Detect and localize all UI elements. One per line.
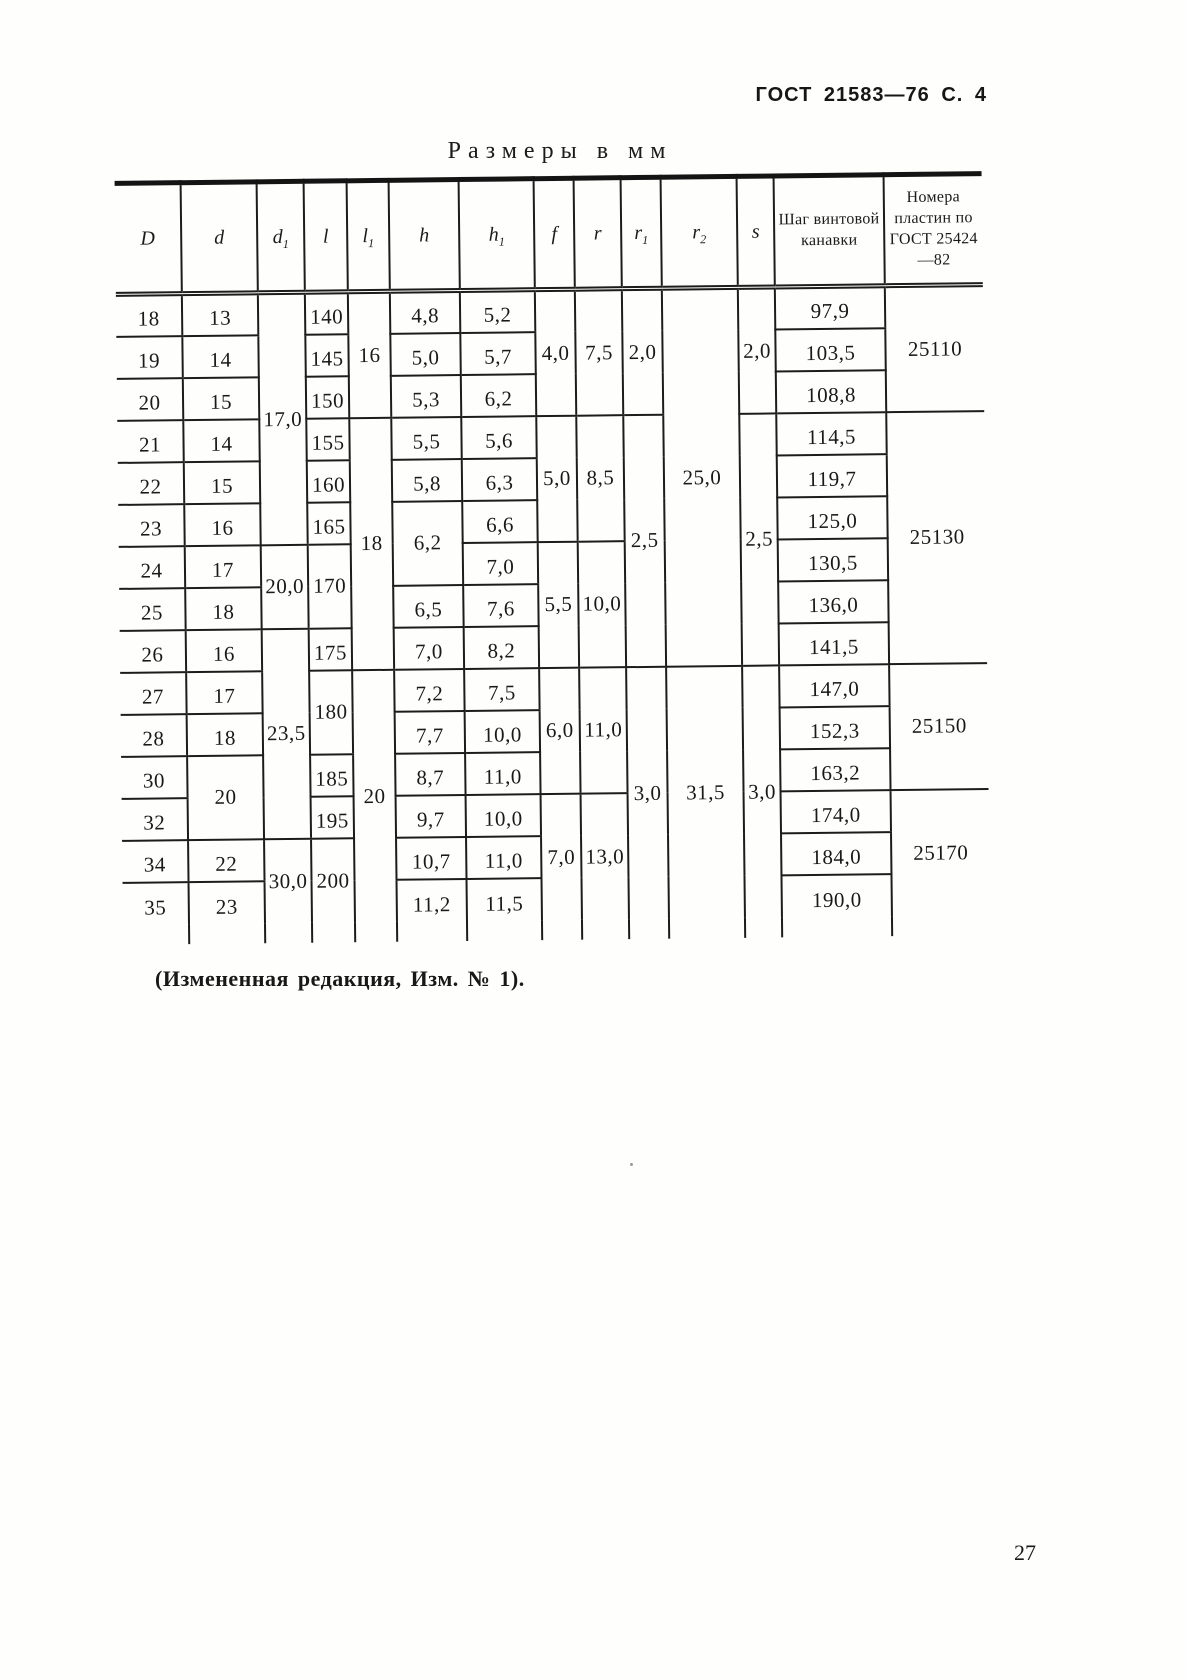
table-cell: 147,0 xyxy=(779,664,889,707)
table-cell: 24 xyxy=(119,546,185,589)
table-header-cell: $d_1$ xyxy=(257,181,305,293)
table-header-cell: s xyxy=(737,176,775,287)
table-cell: 25150 xyxy=(889,663,988,790)
table-cell: 17 xyxy=(186,671,262,714)
table-cell: 20,0 xyxy=(261,544,309,629)
table-header-cell: d xyxy=(181,182,258,294)
table-header-cell: h xyxy=(389,180,460,292)
table-rule-extension-cell xyxy=(629,918,669,938)
table-header-cell: D xyxy=(115,183,182,295)
table-container xyxy=(115,171,991,944)
table-cell: 23,5 xyxy=(262,628,311,839)
table-rule-extension-cell xyxy=(745,917,782,937)
table-cell: 8,7 xyxy=(395,752,465,795)
table-cell: 30,0 xyxy=(264,838,312,923)
table-cell: 160 xyxy=(307,460,350,502)
table-header-cell: $h_1$ xyxy=(459,179,535,291)
table-cell: 5,5 xyxy=(391,417,461,460)
table-cell: 11,2 xyxy=(397,878,467,921)
table-cell: 7,5 xyxy=(575,289,623,416)
table-cell: 25 xyxy=(119,588,185,631)
table-cell: 11,0 xyxy=(465,752,540,795)
table-cell: 125,0 xyxy=(777,496,887,539)
table-cell: 6,0 xyxy=(539,667,580,793)
table-cell: 145 xyxy=(305,334,348,376)
table-cell: 5,8 xyxy=(392,459,462,502)
table-cell: 180 xyxy=(309,670,353,754)
table-cell: 3,0 xyxy=(742,665,782,917)
table-cell: 16 xyxy=(186,629,262,672)
table-cell: 7,0 xyxy=(463,542,538,585)
table-cell: 7,6 xyxy=(463,584,538,627)
table-cell: 2,0 xyxy=(622,288,663,414)
table-cell: 18 xyxy=(116,294,182,337)
table-cell: 11,0 xyxy=(466,836,541,879)
table-cell: 6,2 xyxy=(461,374,536,417)
table-cell: 185 xyxy=(310,754,353,796)
table-header-cell: $r_2$ xyxy=(661,176,738,288)
table-cell: 6,2 xyxy=(392,501,463,586)
table-cell: 5,0 xyxy=(536,415,577,541)
table-cell: 10,0 xyxy=(465,710,540,753)
table-cell: 3,0 xyxy=(626,666,669,918)
table-cell: 5,7 xyxy=(460,332,535,375)
footnote-text: (Измененная редакция, Изм. № 1). xyxy=(155,966,525,991)
table-cell: 14 xyxy=(182,335,258,378)
table-cell: 2,5 xyxy=(739,413,779,665)
table-cell: 8,2 xyxy=(464,626,539,669)
table-rule-extension-cell xyxy=(397,920,467,941)
table-header-cell: r xyxy=(574,178,622,290)
table-header xyxy=(115,174,983,295)
table-cell: 17 xyxy=(185,545,261,588)
table-header-cell: $r_1$ xyxy=(621,177,662,288)
table-cell: 20 xyxy=(117,378,183,421)
table-cell: 2,5 xyxy=(623,414,666,666)
table-cell: 14 xyxy=(183,419,259,462)
table-cell: 25170 xyxy=(891,789,990,916)
table-cell: 163,2 xyxy=(780,748,890,791)
table-rule-extension-cell xyxy=(582,919,629,940)
table-cell: 103,5 xyxy=(775,328,885,371)
table-rule-extension-cell xyxy=(123,924,189,945)
table-rule-extension-cell xyxy=(669,917,745,938)
table-cell: 27 xyxy=(120,672,186,715)
table-cell: 195 xyxy=(311,796,354,838)
table-body xyxy=(116,285,990,945)
table-cell: 7,7 xyxy=(395,711,465,754)
table-cell: 7,2 xyxy=(394,669,464,712)
table-cell: 200 xyxy=(311,838,355,922)
table-cell: 18 xyxy=(185,587,261,630)
table-cell: 5,0 xyxy=(390,333,460,376)
table-cell: 130,5 xyxy=(778,538,888,581)
table-cell: 184,0 xyxy=(781,832,891,875)
table-rule-extension-cell xyxy=(189,923,265,944)
table-cell: 15 xyxy=(183,377,259,420)
table-cell: 174,0 xyxy=(781,790,891,833)
table-cell: 16 xyxy=(348,291,391,417)
table-cell: 31,5 xyxy=(666,665,745,918)
table-header-cell: Номера пластин по ГОСТ 25424—82 xyxy=(884,174,983,286)
table-cell: 2,0 xyxy=(738,287,776,413)
table-cell: 17,0 xyxy=(258,292,308,545)
table-cell: 11,0 xyxy=(579,667,627,794)
table-cell: 141,5 xyxy=(779,622,889,665)
table-cell: 23 xyxy=(118,504,184,547)
table-cell: 6,5 xyxy=(393,585,463,628)
table-cell: 30 xyxy=(121,756,187,799)
table-cell: 23 xyxy=(189,881,265,924)
table-cell: 21 xyxy=(117,420,183,463)
table-rule-extension-cell xyxy=(265,922,312,943)
table-cell: 11,5 xyxy=(466,878,541,921)
table-cell: 18 xyxy=(349,417,394,669)
table-cell: 35 xyxy=(144,894,167,920)
table-cell: 6,6 xyxy=(462,500,537,543)
table-cell: 170 xyxy=(308,544,352,628)
table-cell: 19 xyxy=(116,336,182,379)
table-cell: 13,0 xyxy=(581,793,629,920)
table-cell: 140 xyxy=(305,292,348,334)
table-cell: 8,5 xyxy=(576,415,624,542)
table-cell: 136,0 xyxy=(778,580,888,623)
table-rule-extension-cell xyxy=(467,920,542,941)
table-cell: 152,3 xyxy=(780,706,890,749)
table-cell: 6,3 xyxy=(462,458,537,501)
table-cell: 28 xyxy=(121,714,187,757)
table-rule-extension-cell xyxy=(542,919,582,939)
table-rule-extension-cell xyxy=(782,916,892,937)
table-cell: 13 xyxy=(182,293,258,336)
table-cell: 7,5 xyxy=(464,668,539,711)
table-cell: 4,0 xyxy=(535,289,576,415)
table-cell: 10,7 xyxy=(396,836,466,879)
table-cell: 114,5 xyxy=(776,412,886,455)
table-cell: 97,9 xyxy=(775,286,885,329)
table-cell: 175 xyxy=(309,628,352,670)
table-cell: 9,7 xyxy=(396,794,466,837)
table-cell: 119,7 xyxy=(777,454,887,497)
scan-dot-artifact xyxy=(630,1163,633,1166)
table-header-cell: f xyxy=(534,178,575,289)
table-cell: 20 xyxy=(187,755,264,840)
dimensions-table xyxy=(115,171,991,944)
table-cell: 7,0 xyxy=(394,627,464,670)
table-header-cell: Шаг винтовой канавки xyxy=(774,175,885,287)
table-cell: 165 xyxy=(307,502,350,544)
document-header: ГОСТ 21583—76 С. 4 xyxy=(755,84,987,106)
table-cell: 25130 xyxy=(886,411,987,664)
table-cell: 34 xyxy=(122,840,188,883)
table-rule-extension-cell xyxy=(312,922,355,942)
table-cell: 10,0 xyxy=(578,541,626,668)
table-cell: 16 xyxy=(184,503,260,546)
table-cell: 108,8 xyxy=(776,370,886,413)
table-header-row xyxy=(115,174,983,295)
table-cell: 4,8 xyxy=(390,291,460,334)
table-title: Размеры в мм xyxy=(447,138,673,164)
table-cell: 25110 xyxy=(885,285,984,412)
table-cell: 5,6 xyxy=(461,416,536,459)
table-cell: 7,0 xyxy=(541,793,582,919)
table-cell: 32 xyxy=(122,798,188,841)
table-rule-extension-cell xyxy=(892,915,990,936)
table-cell: 190,0 xyxy=(781,874,891,917)
table-header-cell: $l_1$ xyxy=(347,180,390,291)
table-rule-extension-cell xyxy=(355,921,397,941)
table-cell: 155 xyxy=(306,418,349,460)
table-cell: 26 xyxy=(120,630,186,673)
table-cell: 5,2 xyxy=(460,290,535,333)
table-cell: 20 xyxy=(352,669,397,921)
table-cell: 22 xyxy=(188,839,264,882)
table-cell: 15 xyxy=(184,461,260,504)
table-cell: 10,0 xyxy=(466,794,541,837)
page-number: 27 xyxy=(1014,1540,1036,1565)
table-cell: 25,0 xyxy=(662,287,742,666)
table-cell: 5,3 xyxy=(391,375,461,418)
table-cell: 18 xyxy=(187,713,263,756)
table-cell: 5,5 xyxy=(538,541,579,667)
table-cell: 150 xyxy=(306,376,349,418)
table-cell: 22 xyxy=(118,462,184,505)
table-header-cell: l xyxy=(304,181,348,292)
